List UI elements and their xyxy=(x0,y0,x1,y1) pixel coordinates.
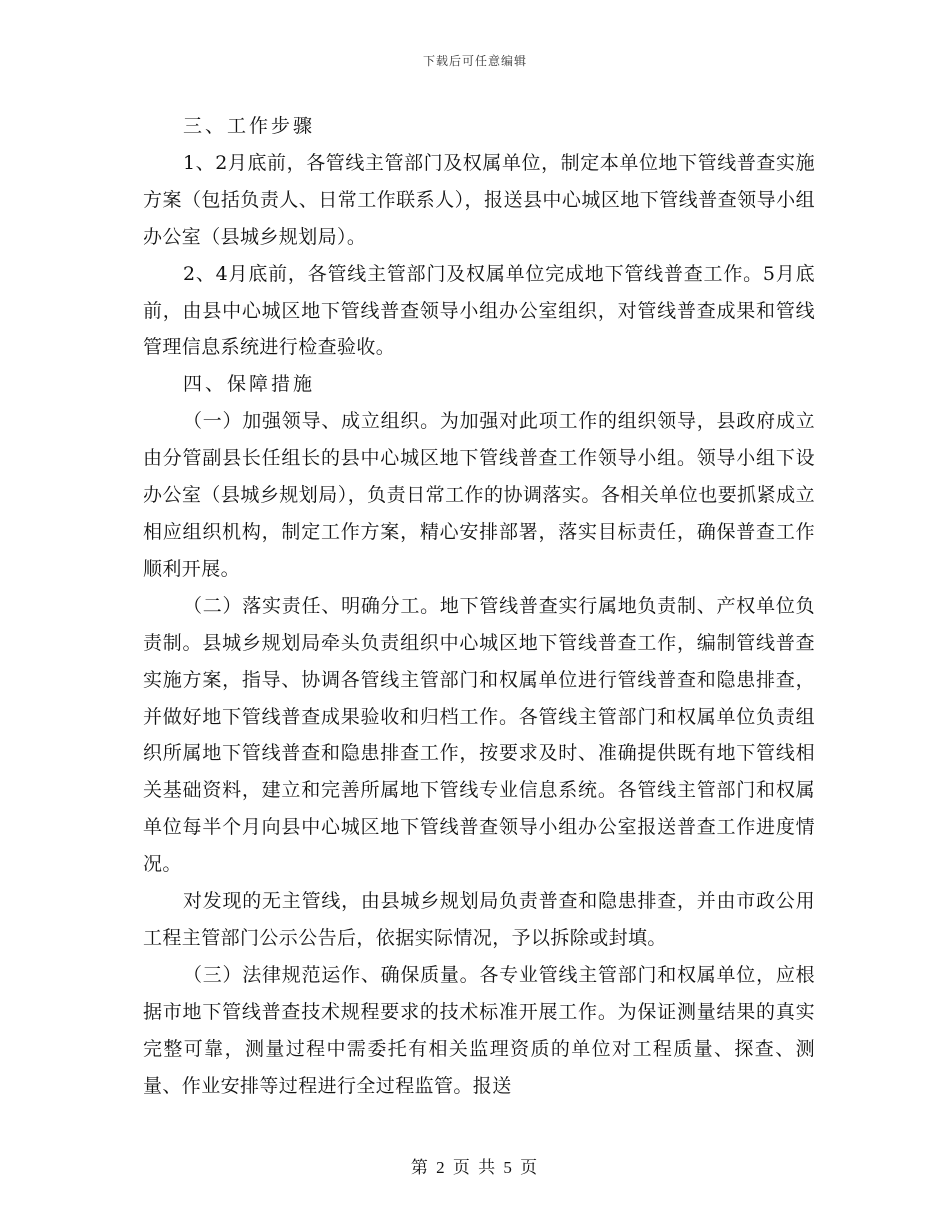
paragraph-safeguard-3: （三）法律规范运作、确保质量。各专业管线主管部门和权属单位，应根据市地下管线普查技术规程要求的技术标准开展工作。为保证测量结果的真实完整可靠，测量过程中需委托有相关监理资质的单位对工程质量、探查、测量、作业安排等过程进行全过程监管。报送 xyxy=(143,963,815,1097)
section-heading-work-steps: 三、工作步骤 xyxy=(183,115,316,137)
page-header-note: 下载后可任意编辑 xyxy=(422,54,527,68)
paragraph-ownerless-pipelines: 对发现的无主管线，由县城乡规划局负责普查和隐患排查，并由市政公用工程主管部门公示公告后，依据实际情况，予以拆除或封填。 xyxy=(143,890,815,949)
paragraph-safeguard-1: （一）加强领导、成立组织。为加强对此项工作的组织领导，县政府成立由分管副县长任组长的县中心城区地下管线普查工作领导小组。领导小组下设办公室（县城乡规划局），负责日常工作的协调落实。各相关单位也要抓紧成立相应组织机构，制定工作方案，精心安排部署，落实目标责任，确保普查工作顺利开展。 xyxy=(143,410,815,580)
paragraph-safeguard-2: （二）落实责任、明确分工。地下管线普查实行属地负责制、产权单位负责制。县城乡规划局牵头负责组织中心城区地下管线普查工作，编制管线普查实施方案，指导、协调各管线主管部门和权属单位进行管线普查和隐患排查，并做好地下管线普查成果验收和归档工作。各管线主管部门和权属单位负责组织所属地下管线普查和隐患排查工作，按要求及时、准确提供既有地下管线相关基础资料，建立和完善所属地下管线专业信息系统。各管线主管部门和权属单位每半个月向县中心城区地下管线普查领导小组办公室报送普查工作进度情况。 xyxy=(143,594,815,876)
section-heading-safeguards: 四、保障措施 xyxy=(183,373,316,396)
page-number: 第 2 页 共 5 页 xyxy=(410,1158,540,1177)
paragraph-step-2: 2、4月底前，各管线主管部门及权属单位完成地下管线普查工作。5月底前，由县中心城区地下管线普查领导小组办公室组织，对管线普查成果和管线管理信息系统进行检查验收。 xyxy=(143,262,815,359)
paragraph-step-1: 1、2月底前，各管线主管部门及权属单位，制定本单位地下管线普查实施方案（包括负责人、日常工作联系人），报送县中心城区地下管线普查领导小组办公室（县城乡规划局）。 xyxy=(143,151,815,248)
document-body xyxy=(143,108,815,1104)
